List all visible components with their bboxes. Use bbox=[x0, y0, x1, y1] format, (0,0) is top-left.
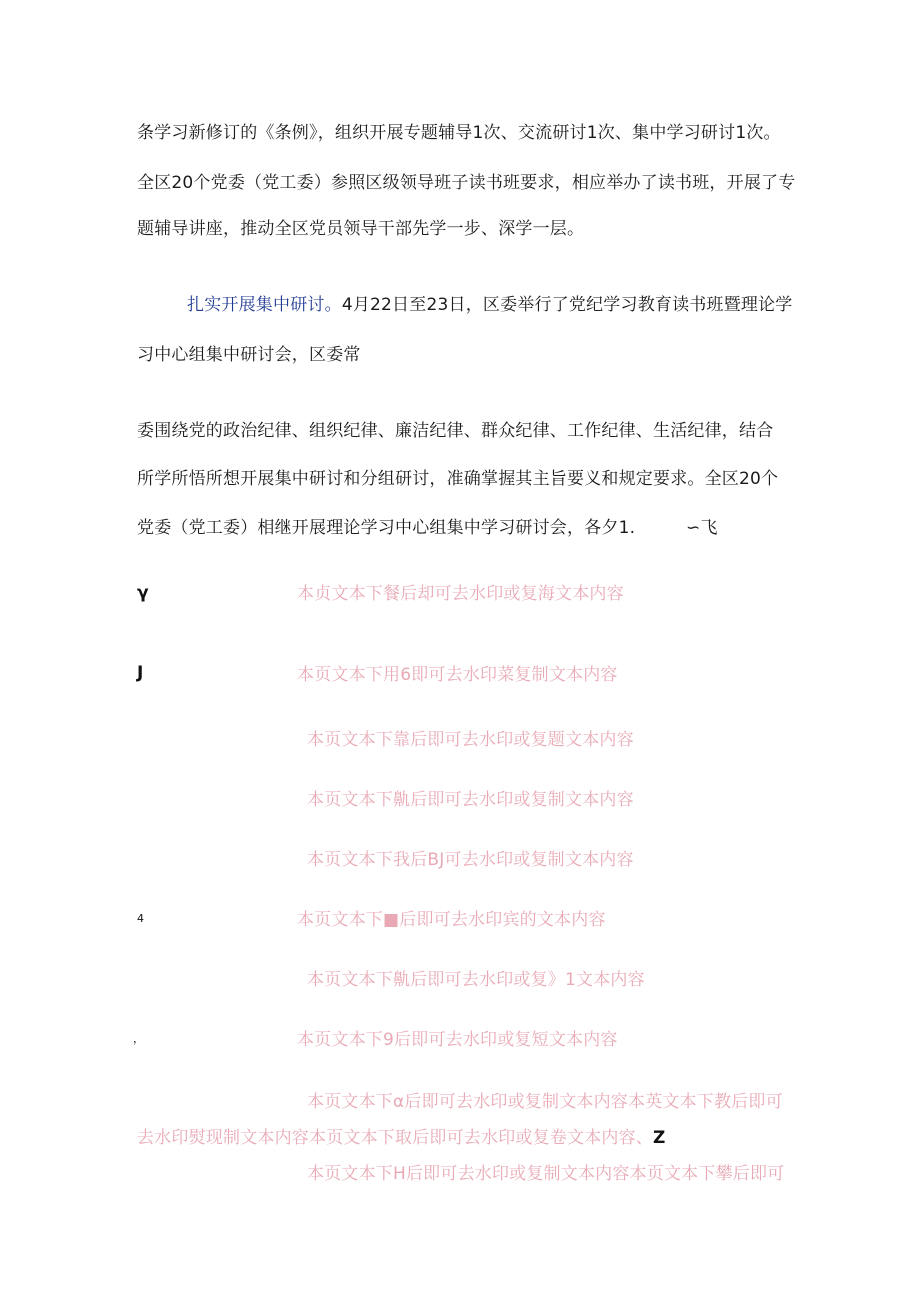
watermark-line-6: 本页文本下■后即可去水印宾的文本内容 bbox=[297, 910, 606, 930]
paragraph1-line3: 题辅导讲座，推动全区党员领导干部先学一步、深学一层。 bbox=[137, 219, 585, 239]
paragraph3-line1: 委围绕党的政治纪律、组织纪律、廉洁纪律、群众纪律、工作纪律、生活纪律，结合 bbox=[137, 421, 774, 441]
paragraph3-line3: 党委（党工委）相继开展理论学习中心组集中学习研讨会，各夕1. bbox=[137, 518, 636, 538]
margin-mark-four: 4 bbox=[137, 912, 144, 925]
watermark-line-1: 本贞文本下餐后却可去水印或复海文本内容 bbox=[297, 584, 624, 604]
paragraph2-line1-text: 4月22日至23日，区委举行了党纪学习教育读书班暨理论学 bbox=[341, 295, 793, 315]
margin-mark-gamma: γ bbox=[137, 583, 149, 603]
watermark-line-8: 本页文本下9后即可去水印或复短文本内容 bbox=[297, 1030, 618, 1050]
watermark-line-10 bbox=[137, 1127, 666, 1149]
paragraph3-line2: 所学所悟所想开展集中研讨和分组研讨，准确掌握其主旨要义和规定要求。全区20个 bbox=[137, 469, 779, 489]
watermark-line-7: 本页文本下鼽后即可去水印或复》1文本内容 bbox=[307, 970, 645, 990]
watermark-line-3: 本页文本下靠后即可去水印或复题文本内容 bbox=[307, 730, 634, 750]
watermark-line-10-text: 去水印熨现制文本内容本页文本下取后即可去水印或复卷文本内容、 bbox=[137, 1128, 653, 1148]
paragraph2-line2: 习中心组集中研讨会，区委常 bbox=[137, 345, 361, 365]
margin-mark-z: Z bbox=[653, 1128, 666, 1148]
paragraph2-line1 bbox=[187, 294, 793, 316]
section-heading: 扎实开展集中研讨。 bbox=[187, 295, 342, 315]
paragraph1-line2: 全区20个党委（党工委）参照区级领导班子读书班要求，相应举办了读书班，开展了专 bbox=[137, 173, 796, 193]
margin-mark-j: J bbox=[137, 663, 144, 683]
margin-mark-comma: ， bbox=[133, 1032, 144, 1045]
watermark-line-2: 本页文本下用6即可去水印菜复制文本内容 bbox=[297, 665, 618, 685]
watermark-line-4: 本页文本下鼽后即可去水印或复制文本内容 bbox=[307, 790, 634, 810]
paragraph3-line3-tail: ∽飞 bbox=[686, 518, 718, 538]
watermark-line-5: 本页文本下我后BJ可去水印或复制文本内容 bbox=[307, 850, 634, 870]
watermark-line-11: 本页文本下H后即可去水印或复制文本内容本页文本下攀后即可 bbox=[307, 1164, 785, 1184]
watermark-line-9: 本页文本下α后即可去水印或复制文本内容本英文本下教后即可 bbox=[307, 1092, 783, 1112]
paragraph1-line1: 条学习新修订的《条例》，组织开展专题辅导1次、交流研讨1次、集中学习研讨1次。 bbox=[137, 123, 781, 143]
